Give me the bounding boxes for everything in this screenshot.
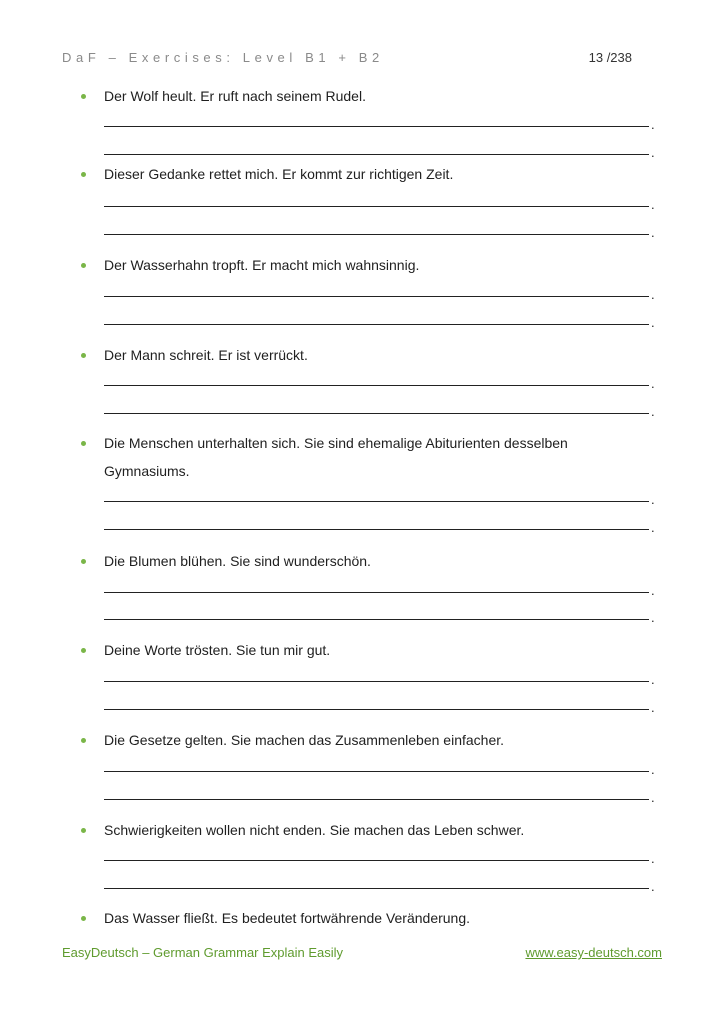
bullet-icon [81,441,86,446]
answer-line[interactable] [104,681,649,682]
answer-line[interactable] [104,206,649,207]
line-end-period: . [651,790,655,805]
bullet-icon [81,648,86,653]
bullet-icon [81,738,86,743]
bullet-icon [81,916,86,921]
line-end-period: . [651,879,655,894]
exercise-sentence: Deine Worte trösten. Sie tun mir gut. [104,642,331,658]
bullet-icon [81,94,86,99]
exercise-sentence: Der Mann schreit. Er ist verrückt. [104,347,308,363]
answer-line[interactable] [104,324,649,325]
answer-line[interactable] [104,501,649,502]
page-footer [62,945,662,965]
line-end-period: . [651,492,655,507]
line-end-period: . [651,672,655,687]
answer-line[interactable] [104,296,649,297]
answer-line[interactable] [104,888,649,889]
line-end-period: . [651,610,655,625]
line-end-period: . [651,851,655,866]
line-end-period: . [651,404,655,419]
footer-text: EasyDeutsch – German Grammar Explain Easily [62,945,344,960]
line-end-period: . [651,145,655,160]
bullet-icon [81,559,86,564]
line-end-period: . [651,700,655,715]
answer-line[interactable] [104,860,649,861]
answer-line[interactable] [104,413,649,414]
line-end-period: . [651,376,655,391]
page-number: 13 /238 [588,50,632,65]
bullet-icon [81,828,86,833]
answer-line[interactable] [104,529,649,530]
answer-line[interactable] [104,234,649,235]
answer-line[interactable] [104,592,649,593]
exercise-sentence: Der Wasserhahn tropft. Er macht mich wahnsinnig. [104,257,420,273]
line-end-period: . [651,520,655,535]
answer-line[interactable] [104,385,649,386]
website-link[interactable]: www.easy-deutsch.com [525,945,662,960]
exercise-sentence: Dieser Gedanke rettet mich. Er kommt zur richtigen Zeit. [104,166,454,182]
answer-line[interactable] [104,709,649,710]
line-end-period: . [651,583,655,598]
answer-line[interactable] [104,799,649,800]
header-title: DaF – Exercises: Level B1 + B2 [62,50,384,65]
exercise-sentence: Schwierigkeiten wollen nicht enden. Sie machen das Leben schwer. [104,822,525,838]
bullet-icon [81,263,86,268]
exercise-sentence: Die Gesetze gelten. Sie machen das Zusammenleben einfacher. [104,732,505,748]
line-end-period: . [651,762,655,777]
exercise-sentence: Der Wolf heult. Er ruft nach seinem Rudel. [104,88,366,104]
line-end-period: . [651,287,655,302]
line-end-period: . [651,197,655,212]
bullet-icon [81,353,86,358]
line-end-period: . [651,117,655,132]
line-end-period: . [651,225,655,240]
exercise-sentence: Das Wasser fließt. Es bedeutet fortwährende Veränderung. [104,910,471,926]
bullet-icon [81,172,86,177]
line-end-period: . [651,315,655,330]
exercise-sentence: Die Blumen blühen. Sie sind wunderschön. [104,553,371,569]
exercise-sentence: Die Menschen unterhalten sich. Sie sind ehemalige Abiturienten desselben Gymnasiums. [104,435,568,479]
answer-line[interactable] [104,154,649,155]
answer-line[interactable] [104,619,649,620]
answer-line[interactable] [104,771,649,772]
answer-line[interactable] [104,126,649,127]
